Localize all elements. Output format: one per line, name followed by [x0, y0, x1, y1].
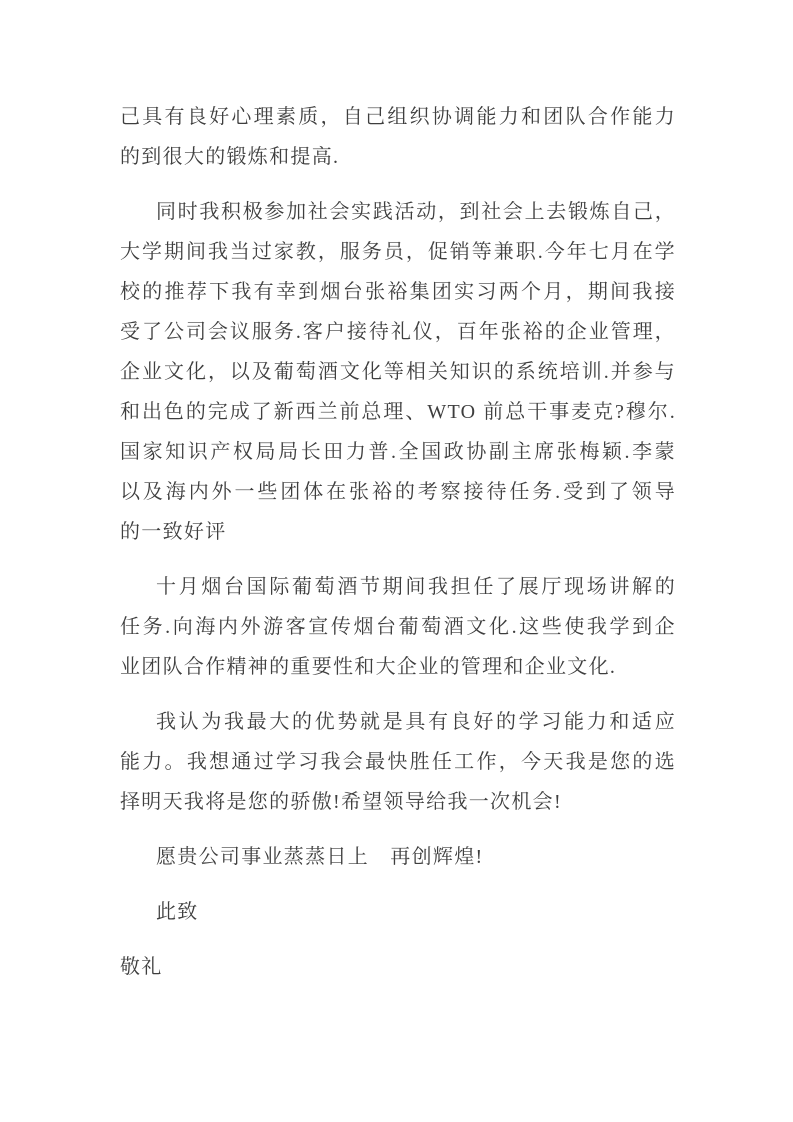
text-line: 愿贵公司事业蒸蒸日上 再创辉煌! [156, 846, 484, 868]
paragraph-1 [120, 97, 676, 177]
text-line: 校的推荐下我有幸到烟台张裕集团实习两个月，期间我接 [120, 281, 676, 303]
text-line: 我认为我最大的优势就是具有良好的学习能力和适应 [156, 711, 676, 733]
paragraph-well-wishes [120, 837, 676, 877]
text-line: 以及海内外一些团体在张裕的考察接待任务.受到了领导 [120, 481, 676, 503]
text-line: 十月烟台国际葡萄酒节期间我担任了展厅现场讲解的 [156, 576, 676, 598]
text-line: 同时我积极参加社会实践活动，到社会上去锻炼自己， [156, 201, 676, 223]
text-line: 和出色的完成了新西兰前总理、WTO 前总干事麦克?穆尔. [120, 401, 676, 423]
text-line: 此致 [156, 901, 199, 923]
text-line: 己具有良好心理素质，自己组织协调能力和团队合作能力 [120, 106, 676, 128]
text-line: 能力。我想通过学习我会最快胜任工作，今天我是您的选 [120, 751, 676, 773]
text-line: 的到很大的锻炼和提高. [120, 146, 340, 168]
letter-body [120, 97, 676, 987]
paragraph-3 [120, 567, 676, 687]
text-line: 国家知识产权局局长田力普.全国政协副主席张梅颖.李蒙 [120, 441, 676, 463]
text-line: 任务.向海内外游客宣传烟台葡萄酒文化.这些使我学到企 [120, 616, 676, 638]
text-line: 企业文化，以及葡萄酒文化等相关知识的系统培训.并参与 [120, 361, 676, 383]
paragraph-2 [120, 192, 676, 552]
text-line: 受了公司会议服务.客户接待礼仪，百年张裕的企业管理， [120, 321, 676, 343]
text-line: 业团队合作精神的重要性和大企业的管理和企业文化. [120, 656, 617, 678]
paragraph-4 [120, 702, 676, 822]
text-line: 的一致好评 [120, 521, 227, 543]
text-line: 大学期间我当过家教，服务员，促销等兼职.今年七月在学 [120, 241, 676, 263]
text-line: 择明天我将是您的骄傲!希望领导给我一次机会! [120, 791, 562, 813]
paragraph-salute-cizhi [120, 892, 676, 932]
text-line: 敬礼 [120, 956, 163, 978]
paragraph-salute-jingli [120, 947, 676, 987]
